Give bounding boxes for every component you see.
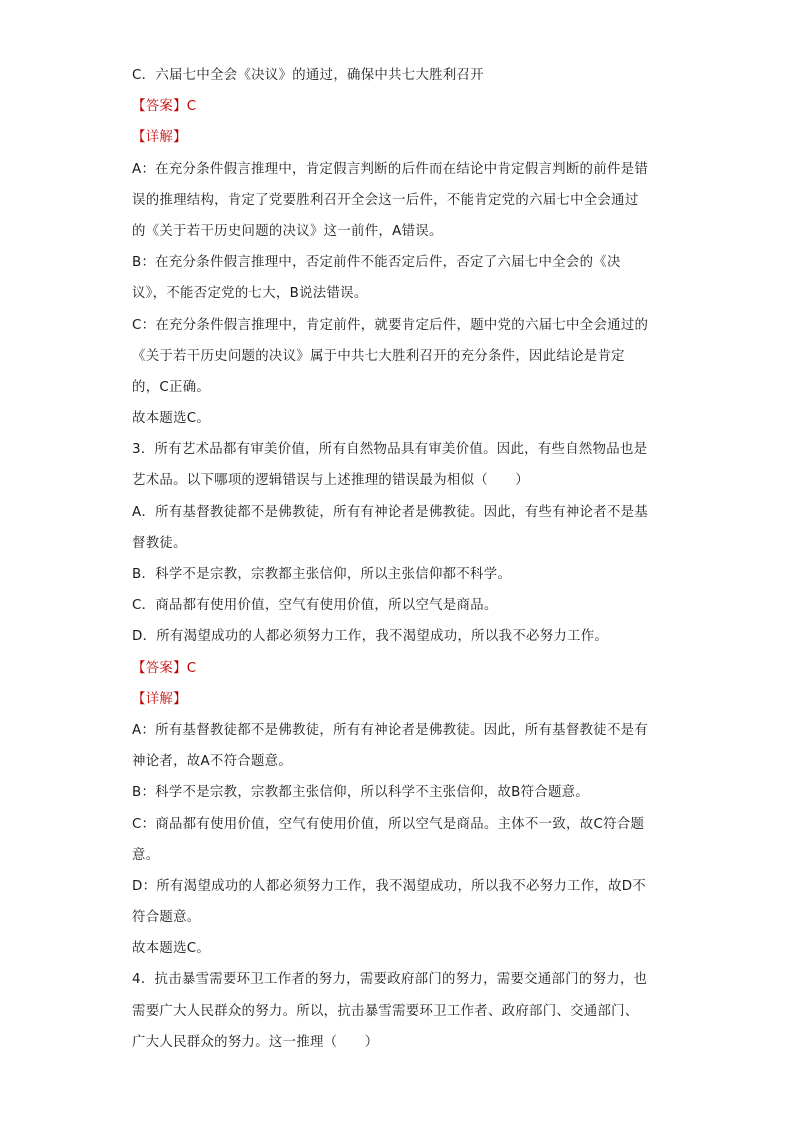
text-line: 误的推理结构，肯定了党要胜利召开全会这一后件，不能肯定党的六届七中全会通过 — [132, 192, 639, 208]
text-line: 4．抗击暴雪需要环卫工作者的努力，需要政府部门的努力，需要交通部门的努力，也 — [132, 972, 648, 988]
text-line: 的《关于若干历史问题的决议》这一前件，A错误。 — [132, 223, 443, 239]
text-line: 广大人民群众的努力。这一推理（ ） — [132, 1034, 379, 1050]
text-line: 《关于若干历史问题的决议》属于中共七大胜利召开的充分条件，因此结论是肯定 — [132, 348, 625, 364]
text-line: A．所有基督教徒都不是佛教徒，所有有神论者是佛教徒。因此，有些有神论者不是基 — [132, 504, 649, 520]
section-label: 【详解】 — [132, 130, 187, 146]
text-line: A：所有基督教徒都不是佛教徒，所有有神论者是佛教徒。因此，所有基督教徒不是有 — [132, 722, 649, 738]
text-line: C．商品都有使用价值，空气有使用价值，所以空气是商品。 — [132, 598, 498, 614]
text-line: B：科学不是宗教，宗教都主张信仰，所以科学不主张信仰，故B符合题意。 — [132, 785, 590, 801]
text-line: 的，C正确。 — [132, 379, 211, 395]
text-line: 需要广大人民群众的努力。所以，抗击暴雪需要环卫工作者、政府部门、交通部门、 — [132, 1003, 639, 1019]
text-line: 艺术品。以下哪项的逻辑错误与上述推理的错误最为相似（ ） — [132, 473, 530, 489]
text-line: B．科学不是宗教，宗教都主张信仰，所以主张信仰都不科学。 — [132, 567, 512, 582]
text-line: D：所有渴望成功的人都必须努力工作，我不渴望成功，所以我不必努力工作，故D不 — [132, 878, 647, 894]
text-line: 意。 — [132, 847, 160, 863]
text-line: 符合题意。 — [132, 910, 201, 926]
text-line: A：在充分条件假言推理中，肯定假言判断的后件而在结论中肯定假言判断的前件是错 — [132, 161, 649, 177]
document-body — [132, 60, 672, 1058]
section-label: 【答案】C — [132, 99, 197, 115]
text-line: 3．所有艺术品都有审美价值，所有自然物品具有审美价值。因此，有些自然物品也是 — [132, 442, 648, 458]
text-line: C：在充分条件假言推理中，肯定前件，就要肯定后件，题中党的六届七中全会通过的 — [132, 317, 649, 333]
text-line: 督教徒。 — [132, 535, 187, 551]
section-label: 【答案】C — [132, 660, 197, 676]
section-label: 【详解】 — [132, 691, 187, 707]
text-line: 故本题选C。 — [132, 941, 211, 957]
text-line: B：在充分条件假言推理中，否定前件不能否定后件，否定了六届七中全会的《决 — [132, 255, 621, 271]
text-line: D．所有渴望成功的人都必须努力工作，我不渴望成功，所以我不必努力工作。 — [132, 629, 609, 645]
text-line: 神论者，故A不符合题意。 — [132, 754, 293, 770]
text-line: 故本题选C。 — [132, 411, 211, 427]
text-line: C：商品都有使用价值，空气有使用价值，所以空气是商品。主体不一致，故C符合题 — [132, 816, 645, 832]
text-line: C．六届七中全会《决议》的通过，确保中共七大胜利召开 — [132, 68, 484, 83]
text-line: 议》，不能否定党的七大，B说法错误。 — [132, 286, 368, 302]
